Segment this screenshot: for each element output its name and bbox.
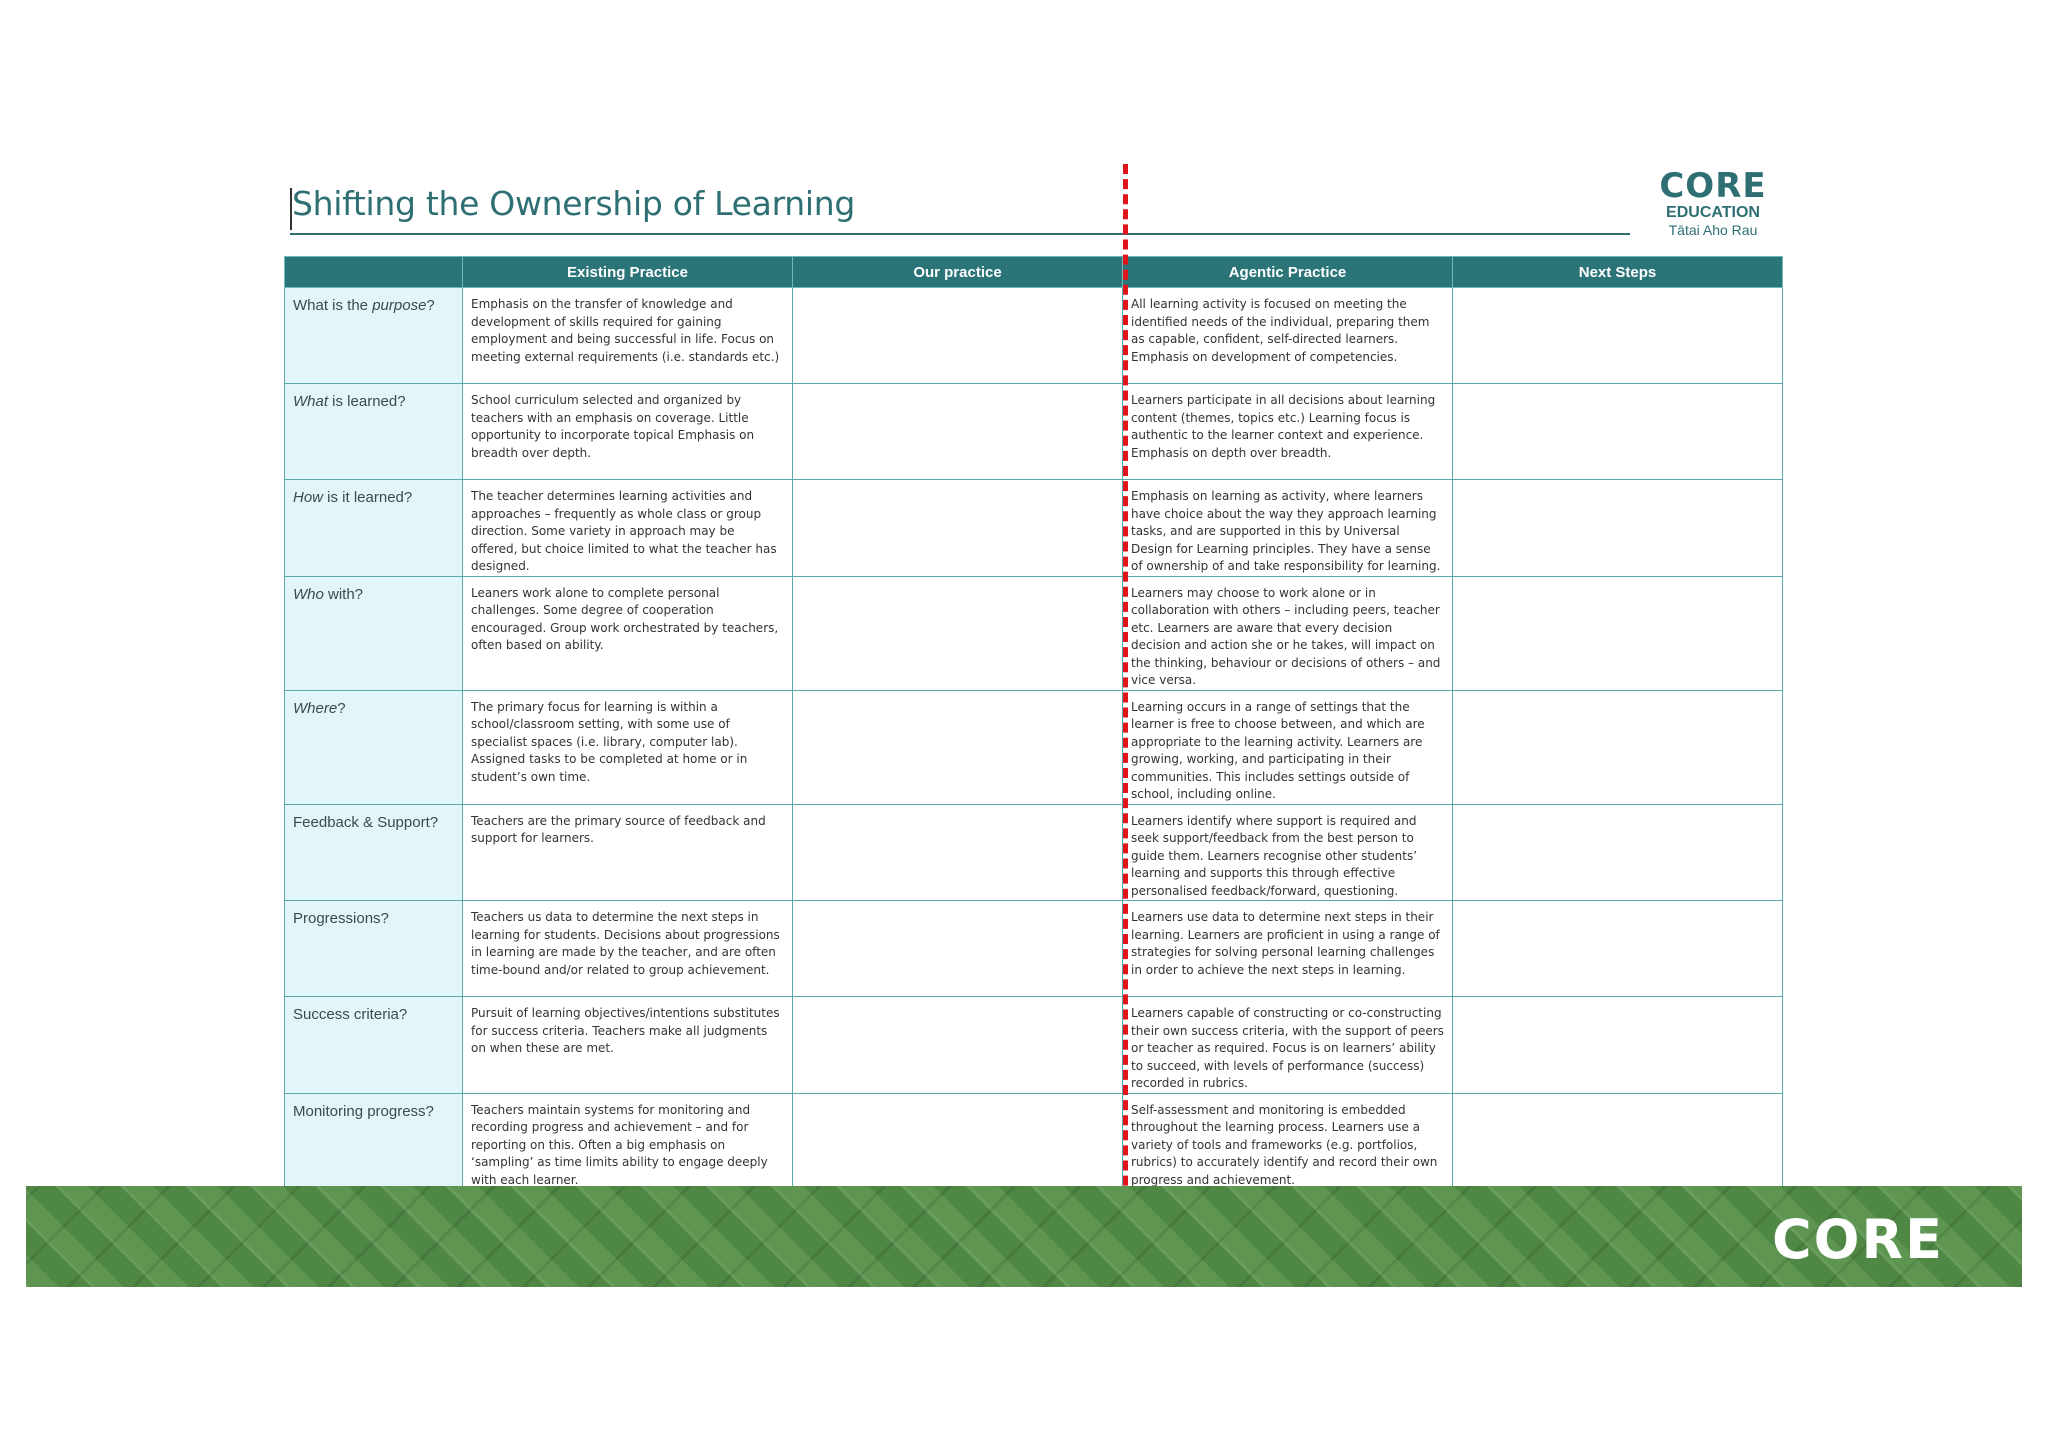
cell-existing-practice: Teachers maintain systems for monitoring and recording progress and achievement – and for reporting on this. Often a big emphasis on ‘sampling’ as time limits ability to engage deeply with each learner.	[463, 1093, 793, 1190]
question-text: is learned?	[328, 393, 406, 410]
table-row	[285, 384, 1783, 480]
header-our-practice: Our practice	[793, 257, 1123, 288]
table-row	[285, 997, 1783, 1094]
question-text: Feedback & Support?	[293, 813, 439, 831]
question-text: How	[293, 489, 324, 506]
cell-agentic-practice: Emphasis on learning as activity, where learners have choice about the way they approach learning tasks, and are supported in this by Universal Design for Learning principles. They have a sense of ownership of and take responsibility for learning.	[1123, 480, 1453, 577]
cell-next-steps[interactable]	[1453, 1093, 1783, 1190]
cell-our-practice[interactable]	[793, 384, 1123, 480]
title-divider	[290, 233, 1630, 235]
row-question	[285, 1093, 463, 1190]
table-row	[285, 576, 1783, 690]
cell-agentic-practice: Learners use data to determine next steps in their learning. Learners are proficient in using a range of strategies for solving personal learning challenges in order to achieve the next steps in learning.	[1123, 901, 1453, 997]
question-text: ?	[337, 699, 346, 717]
question-text: Who	[293, 585, 324, 603]
cell-agentic-practice: Learners may choose to work alone or in collaboration with others – including peers, teacher etc. Learners are aware that every decision decision and action she or he takes, will impact on the thinking, behaviour or decisions of others – and vice versa.	[1123, 576, 1453, 690]
row-question	[285, 997, 463, 1094]
question-text: Progressions?	[293, 910, 389, 927]
cell-existing-practice: The primary focus for learning is within a school/classroom setting, with some use of specialist spaces (i.e. library, computer lab). Assigned tasks to be completed at home or in student’s own time.	[463, 690, 793, 804]
page-title: Shifting the Ownership of Learning	[292, 184, 855, 223]
header-question	[285, 257, 463, 288]
cell-agentic-practice: Learners participate in all decisions about learning content (themes, topics etc.) Learning focus is authentic to the learner context and experience. Emphasis on depth over breadth.	[1123, 384, 1453, 480]
row-question	[285, 804, 463, 901]
cell-agentic-practice: Learning occurs in a range of settings that the learner is free to choose between, and which are appropriate to the learning activity. Learners are growing, working, and participating in their communities. This includes settings outside of school, including online.	[1123, 690, 1453, 804]
logo-line1: EDUCATION	[1666, 204, 1760, 221]
table-header-row	[285, 257, 1783, 288]
header-existing-practice: Existing Practice	[463, 257, 793, 288]
cell-agentic-practice: Learners capable of constructing or co-constructing their own success criteria, with the support of peers or teacher as required. Focus is on learners’ ability to succeed, with levels of performance (success) recorded in rubrics.	[1123, 997, 1453, 1094]
header-agentic-practice: Agentic Practice	[1123, 257, 1453, 288]
table-row	[285, 804, 1783, 901]
practice-table	[284, 256, 1783, 1190]
banner-logo: CORE	[1771, 1208, 1944, 1271]
cell-next-steps[interactable]	[1453, 384, 1783, 480]
question-text: Success criteria?	[293, 1006, 408, 1023]
row-question	[285, 901, 463, 997]
cell-next-steps[interactable]	[1453, 480, 1783, 577]
question-text: purpose	[372, 297, 427, 314]
cell-our-practice[interactable]	[793, 997, 1123, 1094]
cell-existing-practice: The teacher determines learning activities and approaches – frequently as whole class or group direction. Some variety in approach may be offered, but choice limited to what the teacher has designed.	[463, 480, 793, 577]
cell-agentic-practice: Learners identify where support is required and seek support/feedback from the best person to guide them. Learners recognise other students’ learning and supports this through effective personalised feedback/forward, questioning.	[1123, 804, 1453, 901]
cell-next-steps[interactable]	[1453, 804, 1783, 901]
question-text: with?	[323, 585, 364, 603]
row-question	[285, 288, 463, 384]
logo-wordmark: CORE	[1659, 166, 1767, 206]
row-question	[285, 384, 463, 480]
question-text: Monitoring progress?	[293, 1102, 434, 1120]
row-question	[285, 690, 463, 804]
cell-our-practice[interactable]	[793, 288, 1123, 384]
cell-our-practice[interactable]	[793, 576, 1123, 690]
cell-our-practice[interactable]	[793, 804, 1123, 901]
table-row	[285, 480, 1783, 577]
cell-next-steps[interactable]	[1453, 690, 1783, 804]
cell-agentic-practice: Self-assessment and monitoring is embedded throughout the learning process. Learners use a variety of tools and frameworks (e.g. portfolios, rubrics) to accurately identify and record their own progress and achievement.	[1123, 1093, 1453, 1190]
cell-our-practice[interactable]	[793, 480, 1123, 577]
cell-next-steps[interactable]	[1453, 288, 1783, 384]
row-question	[285, 480, 463, 577]
cell-existing-practice: Pursuit of learning objectives/intentions substitutes for success criteria. Teachers make all judgments on when these are met.	[463, 997, 793, 1094]
question-text: What	[293, 393, 329, 410]
question-text: Where	[293, 699, 338, 717]
cell-existing-practice: Leaners work alone to complete personal challenges. Some degree of cooperation encouraged. Group work orchestrated by teachers, often based on ability.	[463, 576, 793, 690]
table-row	[285, 901, 1783, 997]
footer-banner	[26, 1186, 2022, 1287]
question-text: ?	[426, 297, 435, 314]
cell-our-practice[interactable]	[793, 1093, 1123, 1190]
core-education-logo	[1648, 168, 1778, 238]
cell-next-steps[interactable]	[1453, 997, 1783, 1094]
cell-agentic-practice: All learning activity is focused on meeting the identified needs of the individual, preparing them as capable, confident, self-directed learners. Emphasis on development of competencies.	[1123, 288, 1453, 384]
table-row	[285, 690, 1783, 804]
question-text: What is the	[293, 297, 373, 314]
logo-line2: Tātai Aho Rau	[1668, 222, 1758, 238]
row-question	[285, 576, 463, 690]
header-next-steps: Next Steps	[1453, 257, 1783, 288]
cell-next-steps[interactable]	[1453, 576, 1783, 690]
cell-our-practice[interactable]	[793, 690, 1123, 804]
cell-our-practice[interactable]	[793, 901, 1123, 997]
cell-next-steps[interactable]	[1453, 901, 1783, 997]
table-row	[285, 288, 1783, 384]
table-row	[285, 1093, 1783, 1190]
cell-existing-practice: Teachers us data to determine the next steps in learning for students. Decisions about progressions in learning are made by the teacher, and are often time-bound and/or related to group achievement.	[463, 901, 793, 997]
question-text: is it learned?	[323, 489, 413, 506]
red-dashed-guide	[1123, 164, 1128, 1246]
cell-existing-practice: Teachers are the primary source of feedback and support for learners.	[463, 804, 793, 901]
cell-existing-practice: Emphasis on the transfer of knowledge and development of skills required for gaining employment and being successful in life. Focus on meeting external requirements (i.e. standards etc.)	[463, 288, 793, 384]
cell-existing-practice: School curriculum selected and organized by teachers with an emphasis on coverage. Little opportunity to incorporate topical Emphasis on breadth over depth.	[463, 384, 793, 480]
